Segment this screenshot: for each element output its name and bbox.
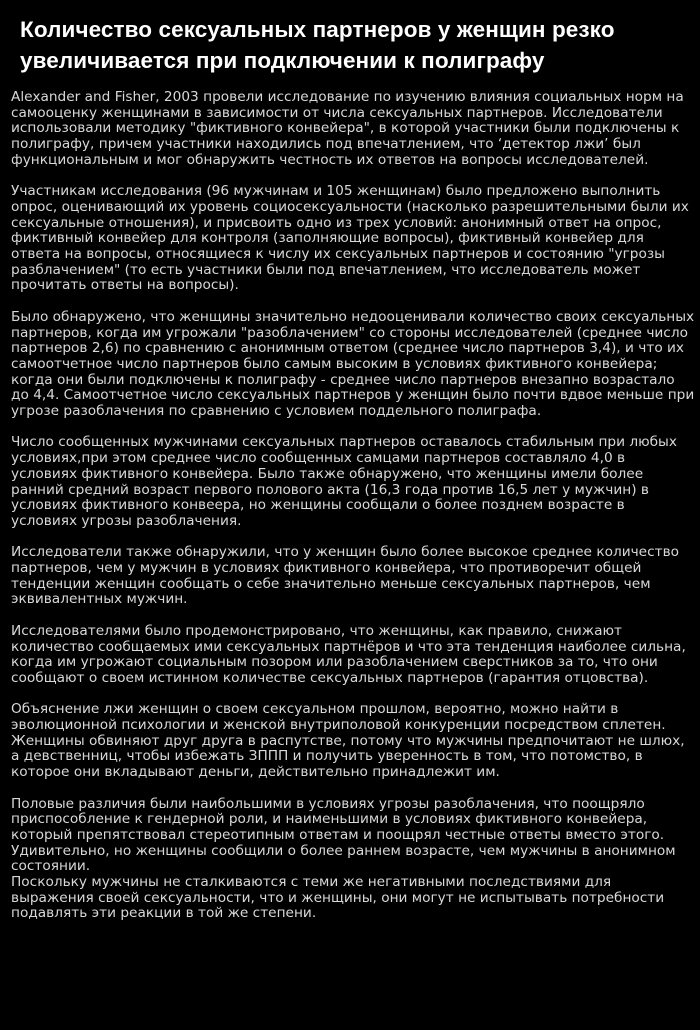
article-body — [11, 90, 695, 922]
paragraph-higher-average: Исследователи также обнаружили, что у женщин было более высокое среднее количество партнеров, чем у мужчин в условиях фиктивного конвейера, что противоречит общей тенденции женщин сообщать о себе значительно меньше сексуальных партнеров, чем эквивалентных мужчин. — [11, 544, 680, 608]
paragraph-women-results: Было обнаружено, что женщины значительно недооценивали количество своих сексуальных партнеров, когда им угрожали "разоблачением" со стороны исследователей (среднее число партнеров 2,6) по сравнению с анонимным ответом (среднее число партнеров 3,4), и что их самоотчетное число партнеров было самым высоким в условиях фиктивного конвейера; когда они были подключены к полиграфу - среднее число партнеров внезапно возрастало до 4,4. Самоотчетное число сексуальных партнеров у женщин было почти вдвое меньше при угрозе разоблачения по сравнению с условием поддельного полиграфа. — [11, 308, 695, 420]
paragraph-sex-differences: Половые различия были наибольшими в условиях угрозы разоблачения, что поощряло приспособление к гендерной роли, и наименьшими в условиях фиктивного конвейера, который препятствовал стереотипным ответам и поощрял честные ответы вместо этого. — [11, 795, 665, 843]
paragraph-men-results: Число сообщенных мужчинами сексуальных партнеров оставалось стабильным при любых условиях,при этом среднее число сообщенных самцами партнеров составляло 4,0 в условиях фиктивного конвейера. Было также обнаружено, что женщины имели более ранний средний возраст первого полового акта (16,3 года против 16,5 лет у мужчин) в условиях фиктивного конвеера, но женщины сообщали о более позднем возрасте в условиях угрозы разоблачения. — [11, 434, 677, 529]
paragraph-demonstrated: Исследователями было продемонстрировано, что женщины, как правило, снижают количество сообщаемых ими сексуальных партнёров и что эта тенденция наиболее сильна, когда им угрожают социальным позором или разоблачением сверстников за то, что они сообщают о своем истинном количестве сексуальных партнеров (гарантия отцовства). — [11, 622, 686, 686]
paragraph-explanation: Объяснение лжи женщин о своем сексуальном прошлом, вероятно, можно найти в эволюционной психологии и женской внутриполовой конкуренции посредством сплетен. Женщины обвиняют друг друга в распутстве, потому что мужчины предпочитают не шлюх, а девственниц, чтобы избежать ЗППП и получить уверенность в том, что потомство, в которое они вкладывают деньги, действительно принадлежит им. — [11, 701, 685, 781]
paragraph-study-intro: Alexander and Fisher, 2003 провели исследование по изучению влияния социальных норм на самооценку женщинами в зависимости от числа сексуальных партнеров. Исследователи использовали методику "фиктивного конвейера", в которой участники были подключены к полиграфу, причем участники находились под впечатлением, что ‘детектор лжи’ был функциональным и мог обнаружить честность их ответов на вопросы исследователей. — [11, 89, 684, 168]
paragraph-men-consequences: Поскольку мужчины не сталкиваются с теми же негативными последствиями для выражения своей сексуальности, что и женщины, они могут не испытывать потребности подавлять эти реакции в той же степени. — [11, 874, 665, 922]
paragraph-participants: Участникам исследования (96 мужчинам и 105 женщинам) было предложено выполнить опрос, оценивающий их уровень социосексуальности (насколько разрешительными были их сексуальные отношения), и присвоить одно из трех условий: анонимный ответ на опрос, фиктивный конвейер для контроля (заполняющие вопросы), фиктивный конвейер для ответа на вопросы, относящиеся к числу их сексуальных партнеров и состоянию "угрозы разблачением" (то есть участники были под впечатлением, что исследователь может прочитать ответы на вопросы). — [11, 183, 689, 294]
paragraph-surprising: Удивительно, но женщины сообщили о более раннем возрасте, чем мужчины в анонимном состоянии. — [11, 842, 676, 875]
article-title: Количество сексуальных партнеров у женщин резко увеличивается при подключении к полиграфу — [20, 17, 615, 73]
